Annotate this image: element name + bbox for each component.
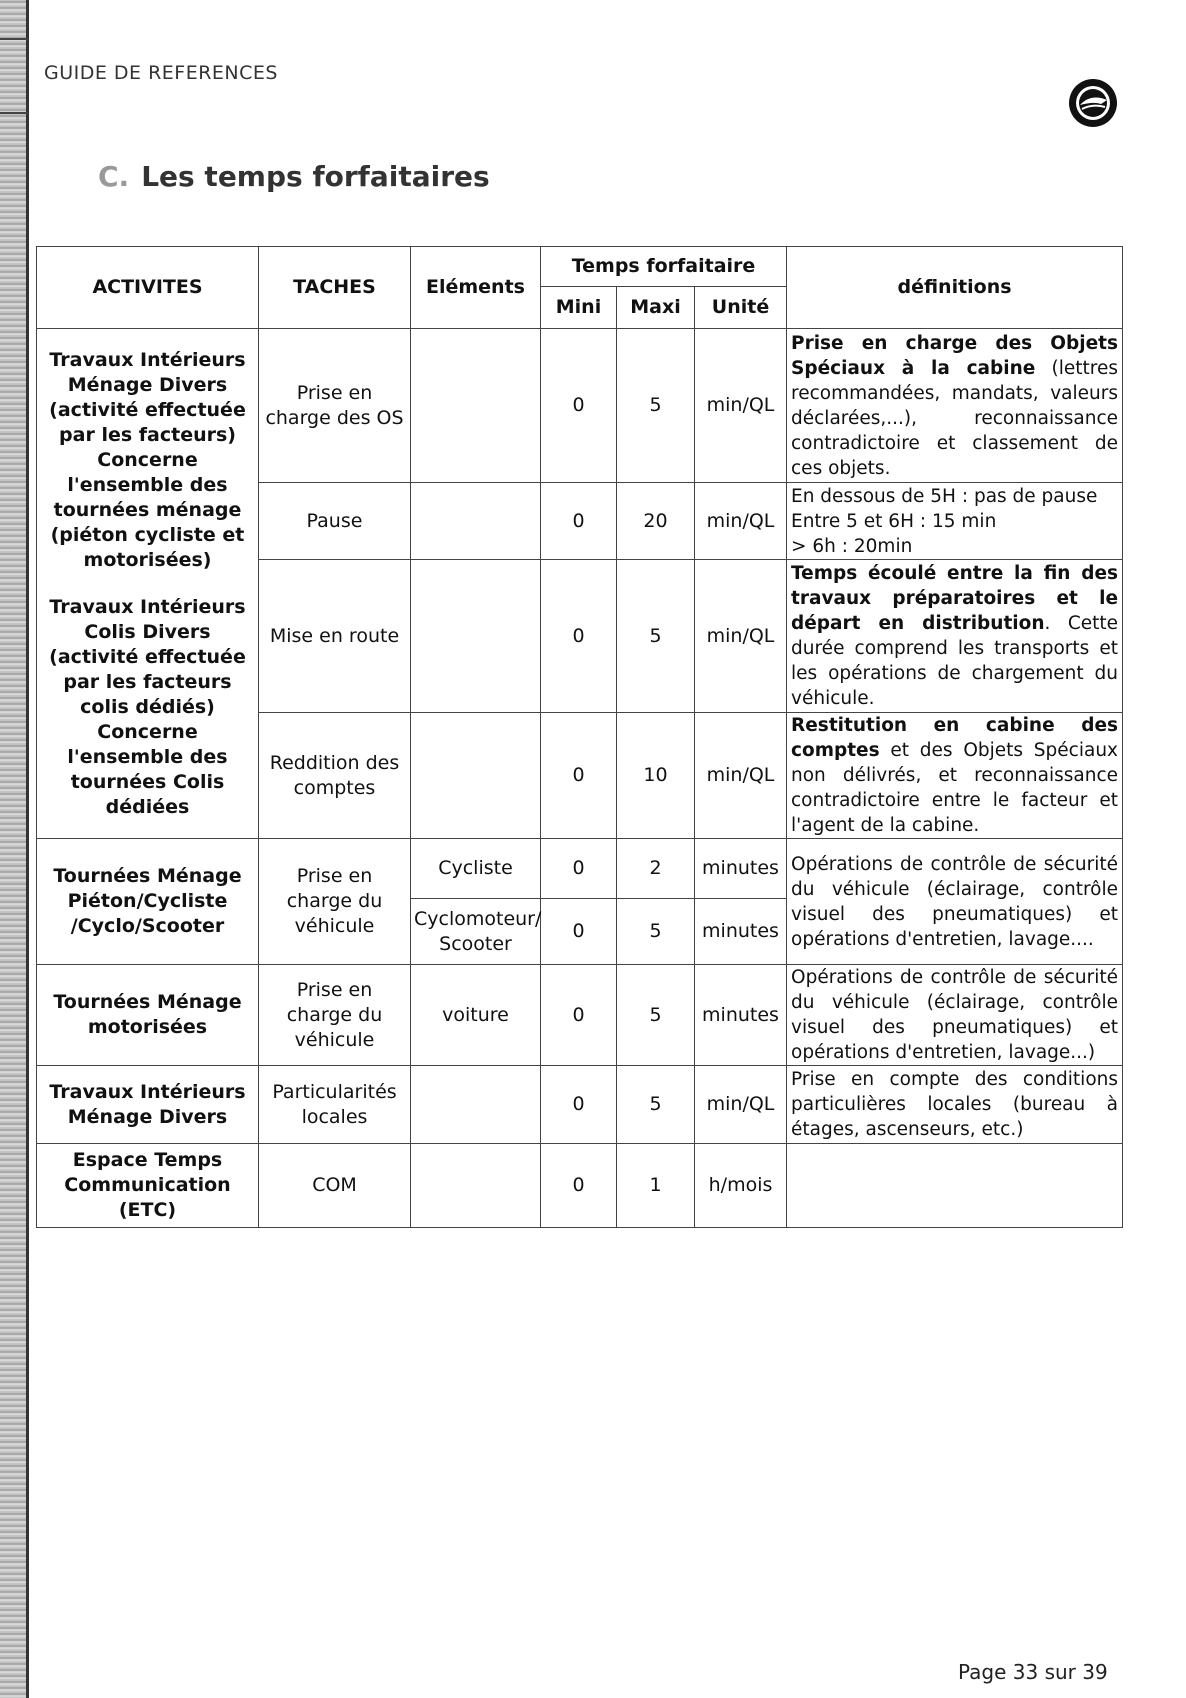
- header-mini: Mini: [541, 287, 617, 329]
- mini-cell: 0: [541, 329, 617, 483]
- definition-cell: [787, 329, 1123, 483]
- maxi-cell: 5: [617, 899, 695, 965]
- task-cell: Particularités locales: [259, 1066, 411, 1144]
- table-row: [37, 839, 1123, 899]
- table-row: [37, 329, 1123, 483]
- mini-cell: 0: [541, 839, 617, 899]
- unit-cell: min/QL: [695, 713, 787, 839]
- section-title-text: Les temps forfaitaires: [141, 160, 490, 193]
- activity-cell: [37, 329, 259, 839]
- header-activites: ACTIVITES: [37, 247, 259, 329]
- table-row: [37, 1144, 1123, 1228]
- unit-cell: minutes: [695, 839, 787, 899]
- element-cell: [411, 329, 541, 483]
- unit-cell: minutes: [695, 899, 787, 965]
- header-taches: TACHES: [259, 247, 411, 329]
- document-header: GUIDE DE REFERENCES: [44, 62, 278, 84]
- reference-table: [36, 246, 1123, 1228]
- activity-cell: Espace Temps Communication (ETC): [37, 1144, 259, 1228]
- definition-cell: Prise en compte des conditions particulières locales (bureau à étages, ascenseurs, etc.): [787, 1066, 1123, 1144]
- binding-mark: [0, 38, 28, 40]
- element-cell: [411, 713, 541, 839]
- section-letter: C.: [98, 160, 130, 193]
- header-elements: Eléments: [411, 247, 541, 329]
- definition-line: En dessous de 5H : pas de pause: [791, 485, 1098, 507]
- unit-cell: h/mois: [695, 1144, 787, 1228]
- definition-cell: [787, 483, 1123, 560]
- maxi-cell: 10: [617, 713, 695, 839]
- element-cell: Cyclomoteur/ Scooter: [411, 899, 541, 965]
- definition-line: > 6h : 20min: [791, 535, 913, 557]
- task-cell: COM: [259, 1144, 411, 1228]
- task-cell: Pause: [259, 483, 411, 560]
- mini-cell: 0: [541, 1066, 617, 1144]
- element-cell: [411, 1066, 541, 1144]
- unit-cell: min/QL: [695, 1066, 787, 1144]
- element-cell: voiture: [411, 965, 541, 1066]
- task-cell: Prise en charge du véhicule: [259, 965, 411, 1066]
- task-cell: Reddition des comptes: [259, 713, 411, 839]
- task-cell: Mise en route: [259, 560, 411, 713]
- definition-cell: Opérations de contrôle de sécurité du véhicule (éclairage, contrôle visuel des pneumatiques) et opérations d'entretien, lavage...): [787, 965, 1123, 1066]
- activity-text: Travaux Intérieurs Ménage Divers (activité effectuée par les facteurs) Concerne l'ensemble des tournées ménage (piéton cycliste et motorisées): [49, 348, 246, 571]
- definition-emphasis: Temps écoulé entre la fin des travaux préparatoires et le départ en distribution: [791, 563, 1119, 634]
- activity-cell: Travaux Intérieurs Ménage Divers: [37, 1066, 259, 1144]
- mini-cell: 0: [541, 560, 617, 713]
- mini-cell: 0: [541, 899, 617, 965]
- definition-emphasis: Prise en charge des Objets Spéciaux à la cabine: [791, 332, 1119, 379]
- element-cell: [411, 1144, 541, 1228]
- unit-cell: min/QL: [695, 483, 787, 560]
- maxi-cell: 2: [617, 839, 695, 899]
- unit-cell: minutes: [695, 965, 787, 1066]
- page-number: Page 33 sur 39: [958, 1660, 1108, 1684]
- header-definitions: définitions: [787, 247, 1123, 329]
- activity-cell: Tournées Ménage motorisées: [37, 965, 259, 1066]
- maxi-cell: 5: [617, 1066, 695, 1144]
- element-cell: [411, 483, 541, 560]
- binding-mark: [0, 112, 28, 114]
- definition-emphasis: Restitution en cabine des comptes: [791, 715, 1119, 761]
- header-temps-forfaitaire: Temps forfaitaire: [541, 247, 787, 287]
- definition-cell: [787, 1144, 1123, 1228]
- task-cell: Prise en charge du véhicule: [259, 839, 411, 965]
- definition-text: . Cette durée comprend les transports et les opérations de chargement du véhicule.: [791, 613, 1119, 709]
- maxi-cell: 1: [617, 1144, 695, 1228]
- unit-cell: min/QL: [695, 329, 787, 483]
- definition-cell: [787, 713, 1123, 839]
- mini-cell: 0: [541, 713, 617, 839]
- definition-text: (lettres recommandées, mandats, valeurs déclarées,...), reconnaissance contradictoire et classement de ces objets.: [791, 357, 1119, 479]
- header-unite: Unité: [695, 287, 787, 329]
- logo-icon: [1068, 78, 1118, 128]
- binding-edge: [0, 0, 29, 1698]
- mini-cell: 0: [541, 483, 617, 560]
- definition-cell: Opérations de contrôle de sécurité du véhicule (éclairage, contrôle visuel des pneumatiques) et opérations d'entretien, lavage....: [787, 839, 1123, 965]
- mini-cell: 0: [541, 965, 617, 1066]
- maxi-cell: 5: [617, 965, 695, 1066]
- maxi-cell: 5: [617, 329, 695, 483]
- header-maxi: Maxi: [617, 287, 695, 329]
- maxi-cell: 5: [617, 560, 695, 713]
- definition-line: Entre 5 et 6H : 15 min: [791, 510, 997, 532]
- mini-cell: 0: [541, 1144, 617, 1228]
- definition-cell: [787, 560, 1123, 713]
- activity-cell: Tournées Ménage Piéton/Cycliste /Cyclo/Scooter: [37, 839, 259, 965]
- element-cell: [411, 560, 541, 713]
- definition-text: et des Objets Spéciaux non délivrés, et reconnaissance contradictoire entre le facteur et l'agent de la cabine.: [791, 740, 1119, 836]
- maxi-cell: 20: [617, 483, 695, 560]
- table-row: [37, 1066, 1123, 1144]
- unit-cell: min/QL: [695, 560, 787, 713]
- activity-text: Travaux Intérieurs Colis Divers (activité effectuée par les facteurs colis dédiés) Concerne l'ensemble des tournées Colis dédiées: [49, 595, 246, 818]
- table-row: [37, 965, 1123, 1066]
- section-title: [98, 160, 490, 193]
- task-cell: Prise en charge des OS: [259, 329, 411, 483]
- element-cell: Cycliste: [411, 839, 541, 899]
